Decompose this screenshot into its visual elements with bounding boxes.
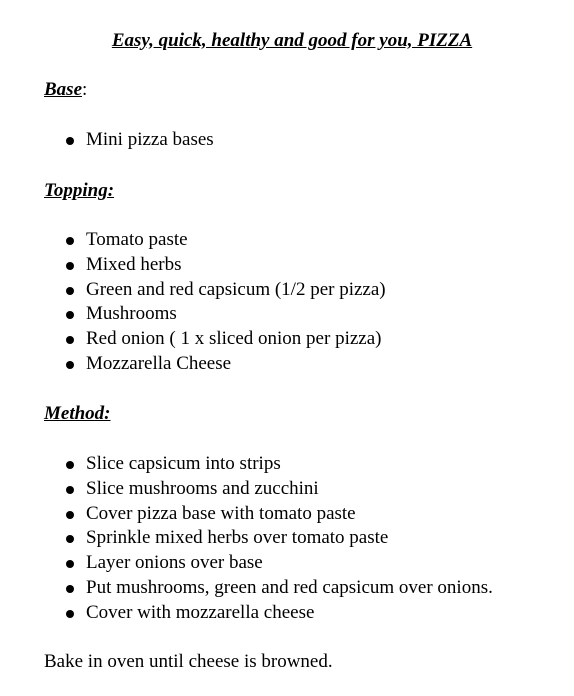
list-item [0, 477, 493, 502]
bullet-icon [66, 560, 74, 568]
base-heading-colon: : [82, 79, 88, 100]
list-item [0, 228, 386, 253]
list-item-text: Tomato paste [86, 229, 188, 250]
list-item [0, 576, 493, 601]
list-item-text: Green and red capsicum (1/2 per pizza) [86, 278, 386, 300]
list-item [0, 278, 386, 303]
list-item [0, 352, 386, 377]
method-heading-label: Method: [44, 403, 111, 424]
list-item [0, 526, 493, 551]
bullet-icon [66, 486, 74, 494]
list-item [0, 302, 386, 327]
document-title: Easy, quick, healthy and good for you, PIZZA [111, 30, 473, 51]
list-item-text: Slice capsicum into strips [86, 453, 281, 474]
method-list [0, 452, 493, 626]
list-item-text: Cover pizza base with tomato paste [86, 502, 356, 524]
list-item-text: Mushrooms [86, 303, 177, 325]
list-item [0, 551, 493, 576]
bullet-icon [66, 361, 74, 369]
bullet-icon [66, 311, 74, 319]
bullet-icon [66, 535, 74, 543]
bullet-icon [66, 137, 74, 145]
bullet-icon [66, 336, 74, 344]
bullet-icon [66, 585, 74, 593]
bullet-icon [66, 287, 74, 295]
list-item-text: Sprinkle mixed herbs over tomato paste [86, 527, 389, 549]
list-item [0, 452, 493, 477]
list-item [0, 128, 214, 153]
bullet-icon [66, 237, 74, 245]
list-item [0, 502, 493, 527]
bullet-icon [66, 511, 74, 519]
base-list [0, 128, 214, 153]
topping-list [0, 228, 386, 377]
section-heading-topping [44, 180, 114, 202]
list-item-text: Cover with mozzarella cheese [86, 601, 315, 623]
list-item-text: Slice mushrooms and zucchini [86, 477, 319, 499]
list-item-text: Put mushrooms, green and red capsicum over onions. [86, 576, 493, 598]
list-item-text: Mini pizza bases [86, 129, 214, 150]
list-item-text: Red onion ( 1 x sliced onion per pizza) [86, 328, 382, 350]
bullet-icon [66, 461, 74, 469]
topping-heading-label: Topping: [44, 180, 115, 201]
section-heading-method [44, 403, 111, 425]
base-heading-label: Base [44, 79, 82, 100]
bullet-icon [66, 610, 74, 618]
list-item [0, 327, 386, 352]
list-item [0, 253, 386, 278]
list-item-text: Mixed herbs [86, 253, 182, 275]
section-heading-base [44, 79, 87, 101]
list-item-text: Layer onions over base [86, 552, 263, 574]
list-item [0, 601, 493, 626]
closing-instruction: Bake in oven until cheese is browned. [44, 651, 333, 672]
bullet-icon [66, 262, 74, 270]
list-item-text: Mozzarella Cheese [86, 352, 232, 374]
